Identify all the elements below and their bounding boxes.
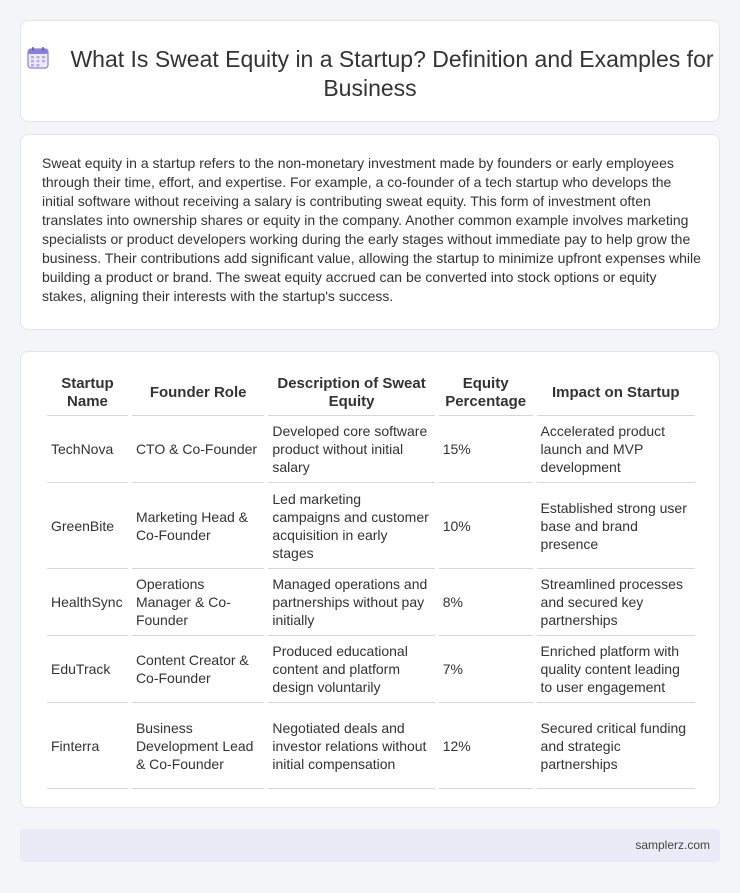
table-row [47,416,695,483]
cell-startup-name: EduTrack [47,636,128,703]
cell-equity: 7% [439,636,533,703]
cell-impact: Streamlined processes and secured key partnerships [537,569,695,636]
cell-description: Led marketing campaigns and customer acquisition in early stages [268,483,434,569]
table-row [47,483,695,569]
footer-site-link[interactable]: samplerz.com [635,838,710,852]
cell-description: Produced educational content and platform design voluntarily [268,636,434,703]
table-card [20,351,720,808]
calendar-icon [26,46,50,70]
cell-description: Developed core software product without initial salary [268,416,434,483]
cell-founder-role: Business Development Lead & Co-Founder [132,703,264,789]
cell-founder-role: Content Creator & Co-Founder [132,636,264,703]
cell-impact: Enriched platform with quality content leading to user engagement [537,636,695,703]
header-card [20,20,720,122]
intro-paragraph: Sweat equity in a startup refers to the non-monetary investment made by founders or early employees through their time, effort, and expertise. For example, a co-founder of a tech startup who develops the initial software without receiving a salary is contributing sweat equity. This form of investment often translates into ownership shares or equity in the company. Another common example involves marketing specialists or product developers working during the early stages without immediate pay to help grow the business. Their contributions add significant value, allowing the startup to minimize upfront expenses while building a product or brand. The sweat equity accrued can be converted into stock options or equity stakes, aligning their interests with the startup's success. [42,155,701,304]
table-row [47,569,695,636]
header-founder-role: Founder Role [132,370,264,416]
footer-bar [20,829,720,862]
page-title [21,45,719,103]
cell-founder-role: Marketing Head & Co-Founder [132,483,264,569]
sweat-equity-table [43,370,699,789]
cell-equity: 12% [439,703,533,789]
cell-founder-role: Operations Manager & Co-Founder [132,569,264,636]
table-header-row [47,370,695,416]
header-description: Description of Sweat Equity [268,370,434,416]
cell-impact: Secured critical funding and strategic partnerships [537,703,695,789]
intro-card [20,134,720,330]
title-wrap [21,45,719,103]
table-row [47,636,695,703]
cell-startup-name: HealthSync [47,569,128,636]
cell-equity: 8% [439,569,533,636]
cell-startup-name: TechNova [47,416,128,483]
cell-impact: Established strong user base and brand presence [537,483,695,569]
table-row [47,703,695,789]
page-title-text: What Is Sweat Equity in a Startup? Definition and Examples for Business [70,46,714,101]
header-equity-percentage: Equity Percentage [439,370,533,416]
header-impact: Impact on Startup [537,370,695,416]
cell-description: Managed operations and partnerships without pay initially [268,569,434,636]
cell-founder-role: CTO & Co-Founder [132,416,264,483]
cell-description: Negotiated deals and investor relations without initial compensation [268,703,434,789]
cell-equity: 15% [439,416,533,483]
cell-equity: 10% [439,483,533,569]
cell-startup-name: GreenBite [47,483,128,569]
header-startup-name: Startup Name [47,370,128,416]
cell-impact: Accelerated product launch and MVP development [537,416,695,483]
cell-startup-name: Finterra [47,703,128,789]
